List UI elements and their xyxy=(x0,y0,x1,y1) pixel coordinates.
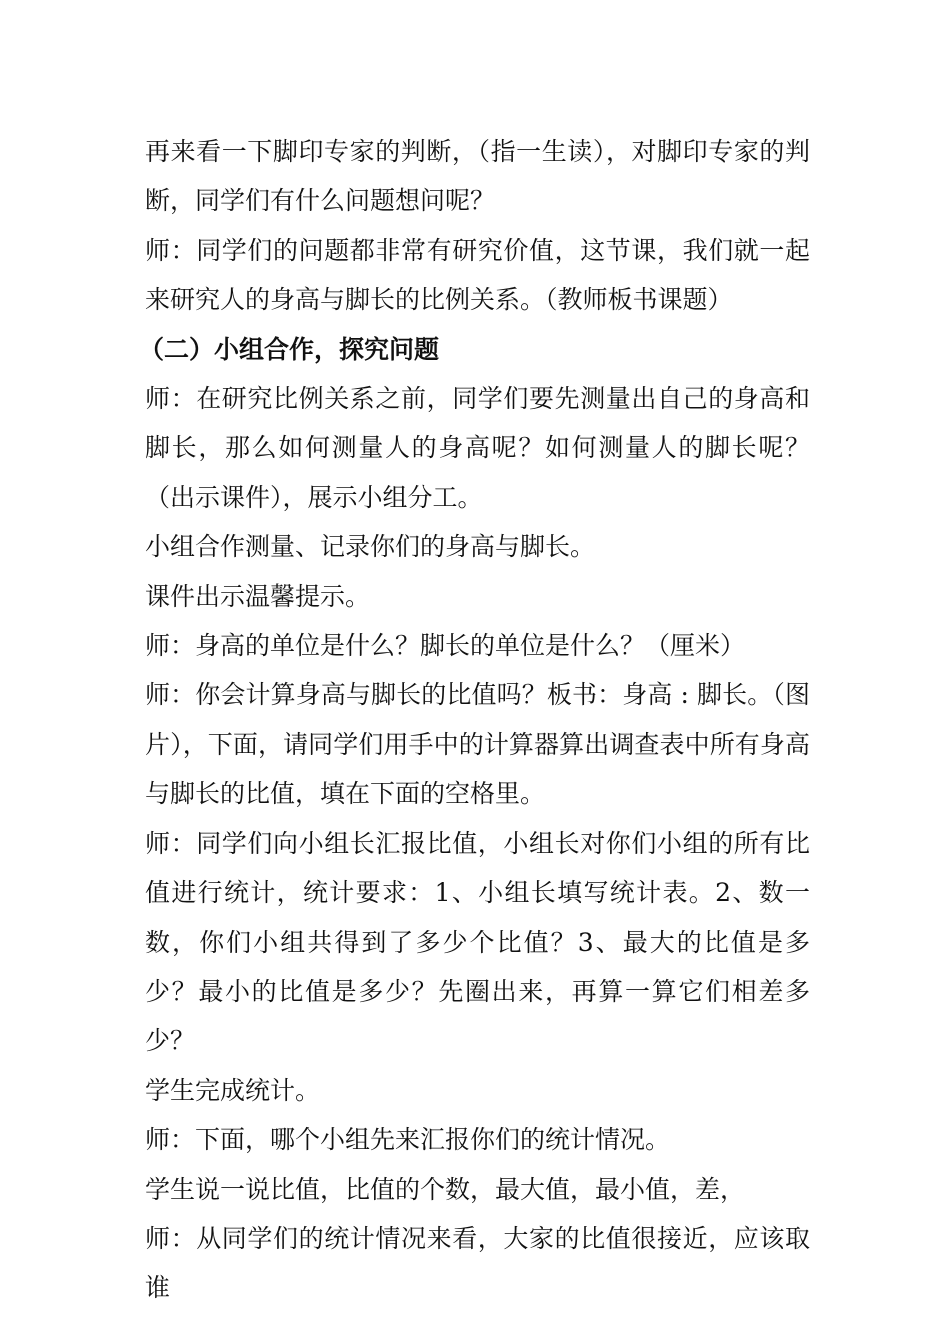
paragraph-ratio-calculation: 师：你会计算身高与脚长的比值吗？板书：身高 : 脚长。（图片），下面，请同学们用手中的计算器算出调查表中所有身高与脚长的比值，填在下面的空格里。 xyxy=(145,680,810,809)
paragraph-tips: 课件出示温馨提示。 xyxy=(145,581,371,611)
paragraph-units-question: 师：身高的单位是什么？脚长的单位是什么？（厘米） xyxy=(145,631,746,661)
paragraph-report-request: 师：下面，哪个小组先来汇报你们的统计情况。 xyxy=(145,1125,671,1155)
paragraph-measure-instructions: 师：在研究比例关系之前，同学们要先测量出自己的身高和脚长，那么如何测量人的身高呢？如何测量人的脚长呢？（出示课件），展示小组分工。 xyxy=(145,384,810,512)
paragraph-footprint-expert: 再来看一下脚印专家的判断，（指一生读），对脚印专家的判断，同学们有什么问题想问呢？ xyxy=(145,137,810,216)
section-heading-group-work: （二）小组合作，探究问题 xyxy=(139,334,440,364)
paragraph-conclusion: 师：从同学们的统计情况来看，大家的比值很接近，应该取谁 xyxy=(145,1223,810,1303)
paragraph-statistics-requirements: 师：同学们向小组长汇报比值，小组长对你们小组的所有比值进行统计，统计要求：1、小组长填写统计表。2、数一数，你们小组共得到了多少个比值？3、最大的比值是多少？最小的比值是多少？先圈出来，再算一算它们相差多少？ xyxy=(145,828,810,1056)
paragraph-group-measure: 小组合作测量、记录你们的身高与脚长。 xyxy=(145,532,596,562)
document-body xyxy=(139,127,810,1313)
paragraph-students-complete: 学生完成统计。 xyxy=(145,1075,321,1105)
paragraph-students-report: 学生说一说比值，比值的个数，最大值，最小值，差， xyxy=(145,1174,746,1204)
paragraph-research-topic: 师：同学们的问题都非常有研究价值，这节课，我们就一起来研究人的身高与脚长的比例关系。（教师板书课题） xyxy=(145,235,810,315)
